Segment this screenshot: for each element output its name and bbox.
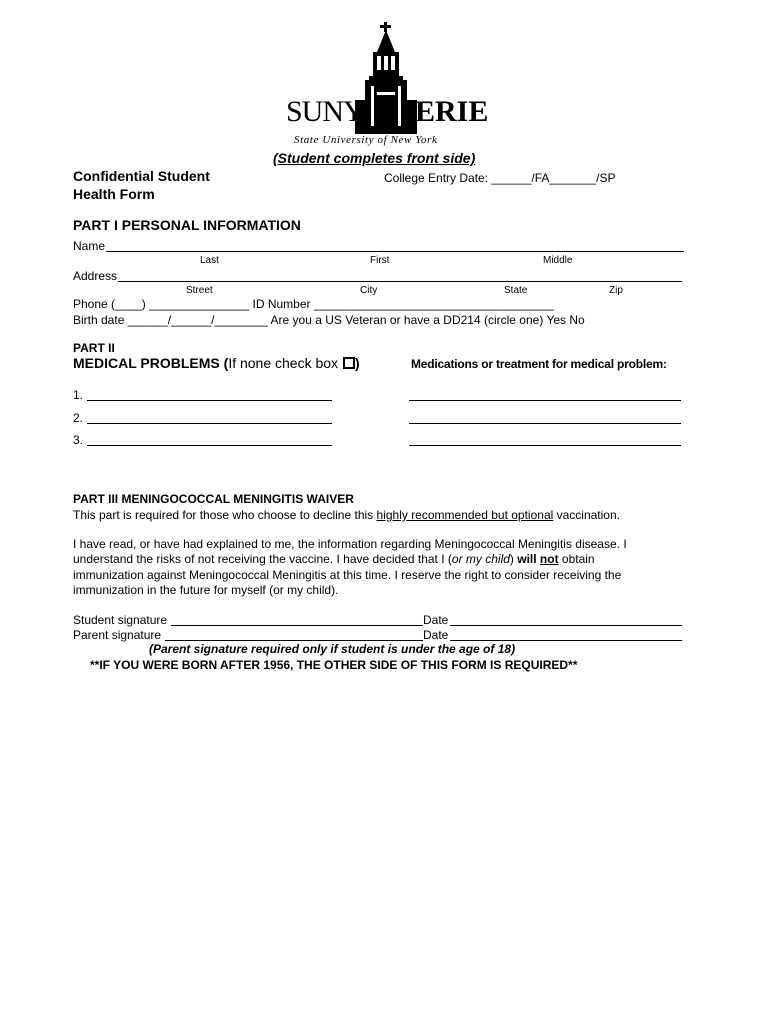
waiver-para-line3: immunization against Meningococcal Meningitis at this time. I reserve the right to consider receiving the [73,568,622,582]
student-date-label: Date [423,613,449,627]
para2-b: or my child [451,552,510,566]
medical-problems-title: MEDICAL PROBLEMS [73,355,220,371]
address-sub-state: State [504,285,528,296]
birth-veteran-line[interactable]: Birth date ______/______/________ Are you a US Veteran or have a DD214 (circle one) Yes No [73,313,585,327]
medical-problem-3-field[interactable] [87,445,332,446]
logo-suny: SUNY [286,95,364,128]
address-field[interactable] [118,281,682,282]
none-checkbox[interactable] [343,357,355,369]
para2-c: ) [509,552,518,566]
medical-none-note: If none check box [228,355,339,371]
parent-signature-field[interactable] [165,640,423,641]
college-entry-date-field[interactable]: College Entry Date: ______/FA_______/SP [384,171,616,185]
medications-label: Medications or treatment for medical problem: [411,357,667,371]
part2-heading: PART II [73,341,115,355]
waiver-para-line4: immunization in the future for myself (or my child). [73,583,339,597]
medication-3-field[interactable] [409,445,681,446]
name-sub-first: First [370,255,390,266]
part3-heading: PART III MENINGOCOCCAL MENINGITIS WAIVER [73,492,354,506]
waiver-para-line2 [73,552,595,566]
phone-id-line[interactable]: Phone (____) _______________ ID Number ____________________________________ [73,297,555,311]
medication-1-field[interactable] [409,400,681,401]
born-after-1956-note: **IF YOU WERE BORN AFTER 1956, THE OTHER SIDE OF THIS FORM IS REQUIRED** [90,658,578,672]
medical-item-2-number: 2. [73,411,84,425]
logo-erie: ERIE [415,95,489,128]
medication-2-field[interactable] [409,423,681,424]
name-label: Name [73,239,106,253]
para2-f: obtain [558,552,595,566]
address-label: Address [73,269,118,283]
student-completes-note: (Student completes front side) [273,150,476,166]
logo-subtitle: State University of New York [294,134,438,146]
address-sub-street: Street [186,285,213,296]
parent-date-field[interactable] [450,640,682,641]
waiver-para-line1: I have read, or have had explained to me, the information regarding Meningococcal Meningitis disease. I [73,537,627,551]
student-date-field[interactable] [450,625,682,626]
parent-signature-note: (Parent signature required only if student is under the age of 18) [149,642,516,656]
medical-problem-2-field[interactable] [87,423,332,424]
student-signature-field[interactable] [171,625,423,626]
parent-signature-label: Parent signature [73,628,162,642]
clock-tower-icon [355,22,417,134]
medical-open-paren: ( [219,355,229,371]
name-sub-last: Last [200,255,219,266]
name-field[interactable] [106,251,684,252]
part3-required-note [73,508,620,522]
required-post: vaccination. [553,508,620,522]
required-pre: This part is required for those who choose to decline this [73,508,377,522]
medical-item-3-number: 3. [73,433,84,447]
para2-a: understand the risks of not receiving the vaccine. I have decided that I ( [73,552,452,566]
parent-date-label: Date [423,628,449,642]
para2-d: will [517,552,540,566]
medical-item-1-number: 1. [73,388,84,402]
address-sub-city: City [360,285,378,296]
required-underlined: highly recommended but optional [376,508,554,522]
form-title-line1: Confidential Student [73,168,210,184]
address-sub-zip: Zip [609,285,623,296]
medical-problem-1-field[interactable] [87,400,332,401]
medical-close-paren: ) [354,355,360,371]
form-title-line2: Health Form [73,186,155,202]
para2-e: not [539,552,559,566]
name-sub-middle: Middle [543,255,573,266]
part1-heading: PART I PERSONAL INFORMATION [73,217,301,233]
student-signature-label: Student signature [73,613,168,627]
medical-problems-heading [73,355,360,372]
